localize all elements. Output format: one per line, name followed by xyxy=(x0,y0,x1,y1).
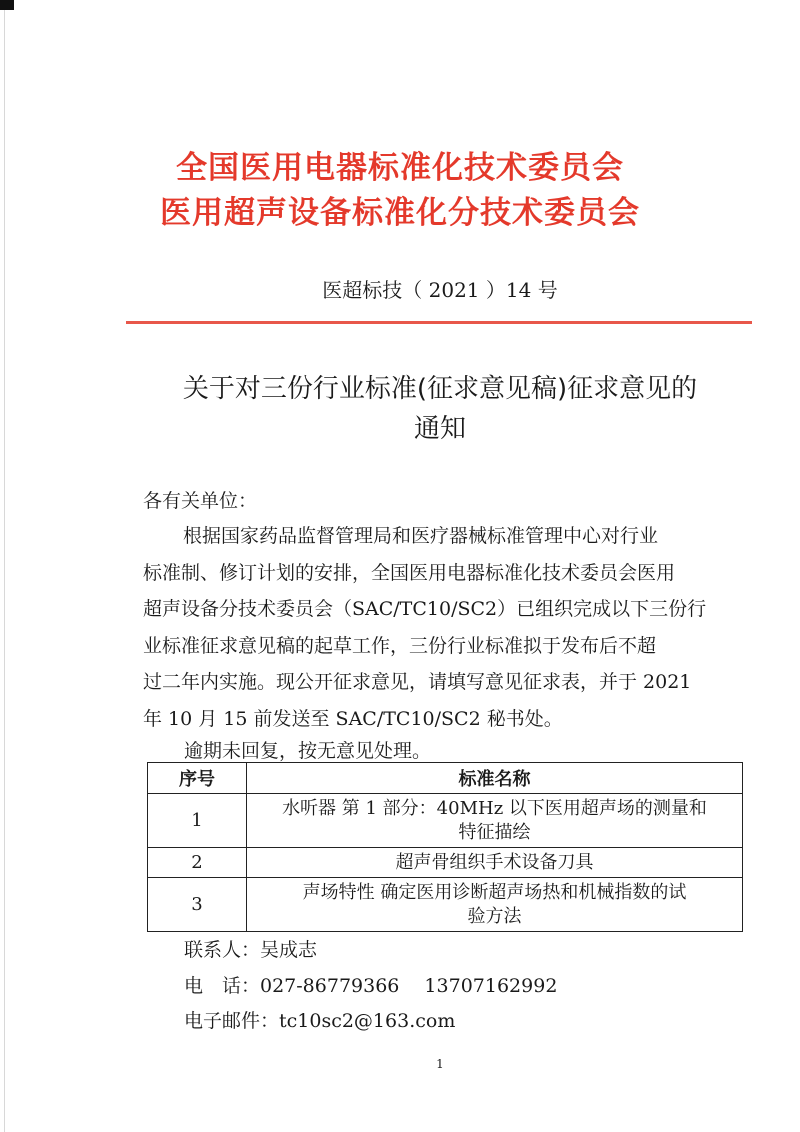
paragraph-line: 过二年内实施。现公开征求意见，请填写意见征求表，并于 2021 xyxy=(143,671,692,693)
standard-name-line: 特征描绘 xyxy=(458,821,531,843)
header-title-line1: 全国医用电器标准化技术委员会 xyxy=(176,150,624,186)
standard-name xyxy=(247,848,743,878)
standard-name-line: 超声骨组织手术设备刀具 xyxy=(395,851,594,873)
notice-title-line1: 关于对三份行业标准(征求意见稿)征求意见的 xyxy=(182,374,698,404)
overdue-note: 逾期未回复，按无意见处理。 xyxy=(184,740,432,762)
standard-name xyxy=(247,794,743,848)
table-row xyxy=(148,848,743,878)
contact-email: 电子邮件：tc10sc2@163.com xyxy=(184,1010,456,1032)
paragraph-line: 超声设备分技术委员会（SAC/TC10/SC2）已组织完成以下三份行 xyxy=(143,598,707,620)
standard-name xyxy=(247,878,743,932)
row-number: 2 xyxy=(148,848,247,878)
body-paragraph xyxy=(143,518,743,737)
table-row xyxy=(148,794,743,848)
standard-name-line: 水听器 第 1 部分：40MHz 以下医用超声场的测量和 xyxy=(282,797,707,819)
table-header-row xyxy=(148,763,743,794)
paragraph-line: 业标准征求意见稿的起草工作，三份行业标准拟于发布后不超 xyxy=(143,634,657,657)
row-number: 1 xyxy=(148,794,247,848)
red-divider xyxy=(126,321,752,324)
paragraph-line: 年 10 月 15 前发送至 SAC/TC10/SC2 秘书处。 xyxy=(143,707,563,730)
table-row xyxy=(148,878,743,932)
standards-table xyxy=(147,762,743,932)
document-number: 医超标技（ 2021 ）14 号 xyxy=(322,278,558,302)
paragraph-line: 根据国家药品监督管理局和医疗器械标准管理中心对行业 xyxy=(183,525,659,547)
salutation: 各有关单位： xyxy=(143,490,258,512)
standard-name-line: 验方法 xyxy=(467,905,522,927)
paragraph-line: 标准制、修订计划的安排，全国医用电器标准化技术委员会医用 xyxy=(143,561,676,584)
contact-person: 联系人：吴成志 xyxy=(184,939,318,961)
corner-mark xyxy=(0,0,14,10)
column-header-number: 序号 xyxy=(148,763,247,794)
standard-name-line: 声场特性 确定医用诊断超声场热和机械指数的试 xyxy=(302,881,687,903)
page-number: 1 xyxy=(436,1057,444,1071)
column-header-standard-name: 标准名称 xyxy=(247,763,743,794)
contact-phone: 电 话：027-86779366 13707162992 xyxy=(184,975,558,997)
header-title-line2: 医用超声设备标准化分技术委员会 xyxy=(160,195,640,231)
notice-title-line2: 通知 xyxy=(413,414,466,444)
row-number: 3 xyxy=(148,878,247,932)
